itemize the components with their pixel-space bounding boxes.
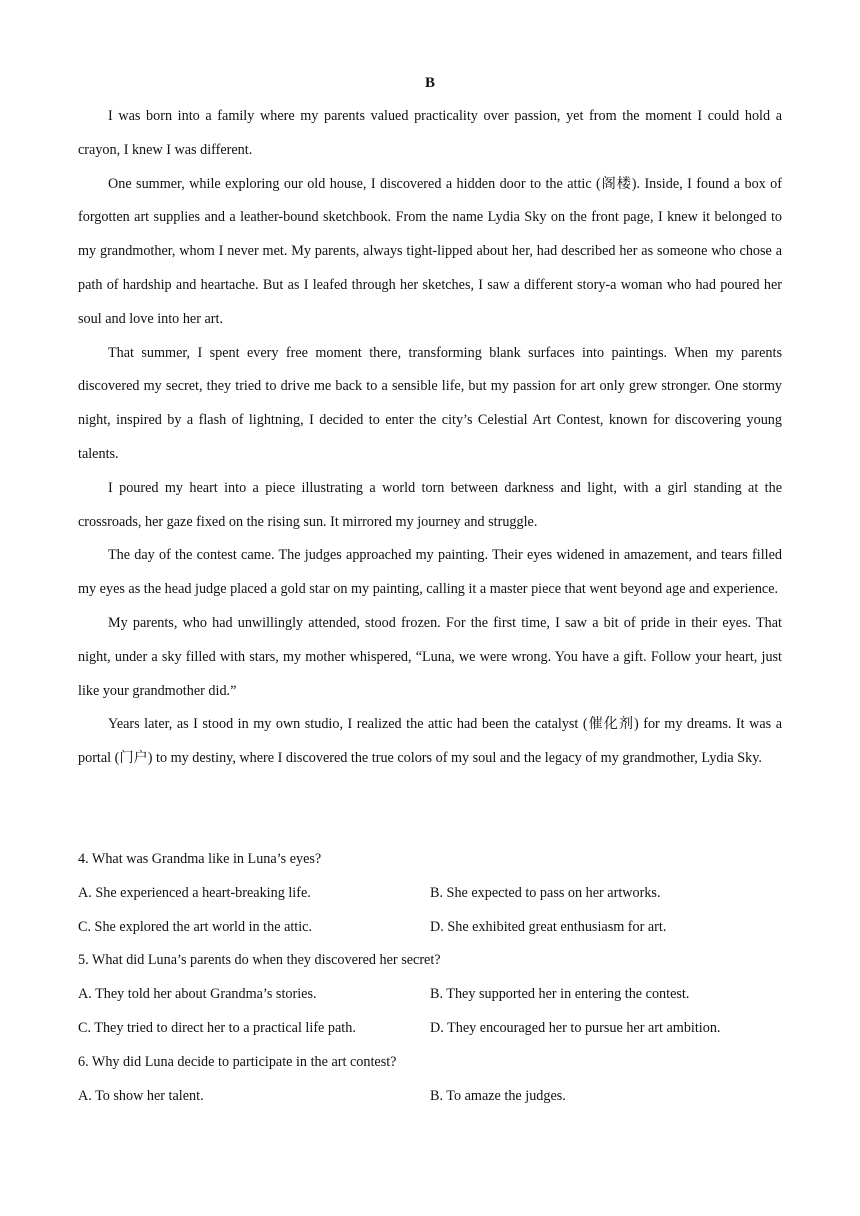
section-title: B <box>424 75 435 91</box>
option-row <box>78 1080 782 1114</box>
paragraph: I was born into a family where my parents valued practicality over passion, yet from the moment I could hold a crayon, I knew I was different. <box>78 108 782 158</box>
question-stem: 4. What was Grandma like in Luna’s eyes? <box>78 851 322 867</box>
paragraph: Years later, as I stood in my own studio, I realized the attic had been the catalyst (催化剂) for my dreams. It was a portal (门户) to my destiny, where I discovered the true colors of my soul and the legacy of my grandmother, Lydia Sky. <box>78 716 782 767</box>
paragraph: My parents, who had unwillingly attended, stood frozen. For the first time, I saw a bit of pride in their eyes. That night, under a sky filled with stars, my mother whispered, “Luna, we were wrong. You have a gift. Follow your heart, just like your grandmother did.” <box>78 614 782 699</box>
option-row <box>78 978 782 1012</box>
question-stem: 6. Why did Luna decide to participate in the art contest? <box>78 1053 397 1070</box>
option-a: A. They told her about Grandma’s stories. <box>78 986 317 1003</box>
option-b: B. They supported her in entering the contest. <box>430 986 690 1003</box>
question-stem: 5. What did Luna’s parents do when they discovered her secret? <box>78 952 441 969</box>
paragraph: That summer, I spent every free moment there, transforming blank surfaces into paintings. When my parents discovered my secret, they tried to drive me back to a sensible life, but my passion for art only grew stronger. One stormy night, inspired by a flash of lightning, I decided to enter the city’s Celestial Art Contest, known for discovering young talents. <box>78 344 782 462</box>
paragraph: One summer, while exploring our old house, I discovered a hidden door to the attic (阁楼). Inside, I found a box of forgotten art supplies and a leather-bound sketchbook. From the name Lydia Sky on the front page, I knew it belonged to my grandmother, whom I never met. My parents, always tight-lipped about her, had described her as someone who chose a path of hardship and heartache. But as I leafed through her sketches, I saw a different story-a woman who had poured her soul and love into her art. <box>78 175 782 327</box>
option-a: A. To show her talent. <box>78 1087 204 1104</box>
option-row <box>78 911 782 945</box>
option-c: C. She explored the art world in the attic. <box>78 918 313 935</box>
reading-passage <box>78 100 782 776</box>
option-b: B. She expected to pass on her artworks. <box>430 884 661 901</box>
option-b: B. To amaze the judges. <box>430 1087 566 1104</box>
option-row <box>78 1012 782 1046</box>
question-list <box>78 843 782 1113</box>
option-a: A. She experienced a heart-breaking life. <box>78 884 311 901</box>
option-c: C. They tried to direct her to a practical life path. <box>78 1019 356 1036</box>
paragraph: I poured my heart into a piece illustrating a world torn between darkness and light, with a girl standing at the crossroads, her gaze fixed on the rising sun. It mirrored my journey and struggle. <box>78 479 782 530</box>
option-d: D. She exhibited great enthusiasm for art. <box>430 918 667 935</box>
paragraph: The day of the contest came. The judges approached my painting. Their eyes widened in amazement, and tears filled my eyes as the head judge placed a gold star on my painting, calling it a master piece that went beyond age and experience. <box>78 547 782 598</box>
option-row <box>78 877 782 911</box>
option-d: D. They encouraged her to pursue her art ambition. <box>430 1019 721 1036</box>
